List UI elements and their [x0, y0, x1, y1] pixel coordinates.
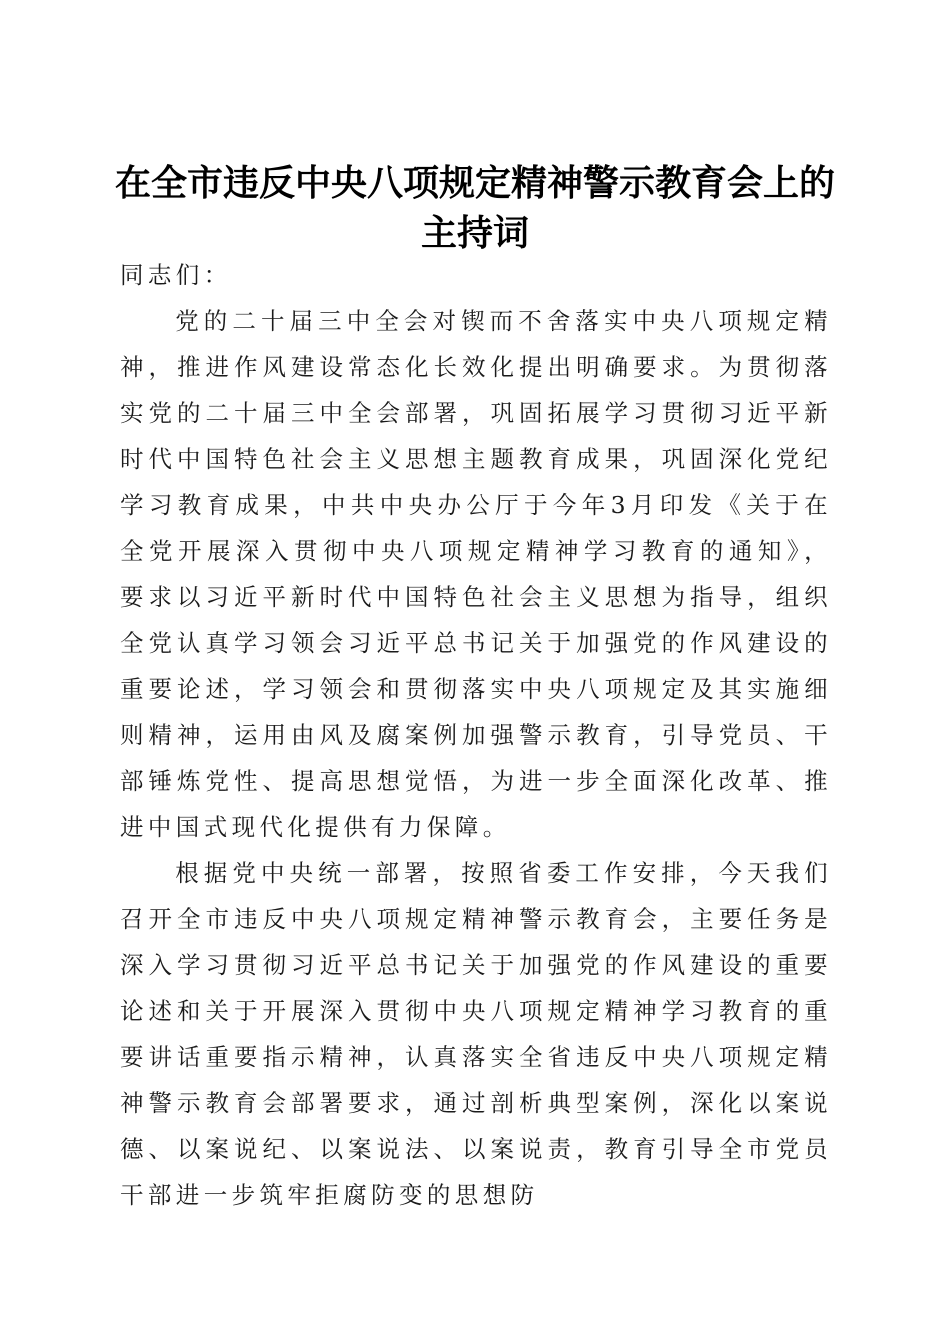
document-title: [110, 158, 840, 258]
title-line-1: 在全市违反中央八项规定精神警示教育会上的: [114, 162, 835, 205]
paragraph-2: 根据党中央统一部署，按照省委工作安排，今天我们召开全市违反中央八项规定精神警示教育会，主要任务是深入学习贯彻习近平总书记关于加强党的作风建设的重要论述和关于开展深入贯彻中央八项规定精神学习教育的重要讲话重要指示精神，认真落实全省违反中央八项规定精神警示教育会部署要求，通过剖析典型案例，深化以案说德、以案说纪、以案说法、以案说责，教育引导全市党员干部进一步筑牢拒腐防变的思想防: [120, 859, 832, 1209]
document-body: [120, 252, 832, 1218]
title-line-2: 主持词: [420, 212, 529, 255]
salutation: 同志们：: [120, 261, 232, 289]
paragraph-1: 党的二十届三中全会对锲而不舍落实中央八项规定精神，推进作风建设常态化长效化提出明确要求。为贯彻落实党的二十届三中全会部署，巩固拓展学习贯彻习近平新时代中国特色社会主义思想主题教育成果，巩固深化党纪学习教育成果，中共中央办公厅于今年3月印发《关于在全党开展深入贯彻中央八项规定精神学习教育的通知》，要求以习近平新时代中国特色社会主义思想为指导，组织全党认真学习领会习近平总书记关于加强党的作风建设的重要论述，学习领会和贯彻落实中央八项规定及其实施细则精神，运用由风及腐案例加强警示教育，引导党员、干部锤炼党性、提高思想觉悟，为进一步全面深化改革、推进中国式现代化提供有力保障。: [120, 307, 832, 841]
